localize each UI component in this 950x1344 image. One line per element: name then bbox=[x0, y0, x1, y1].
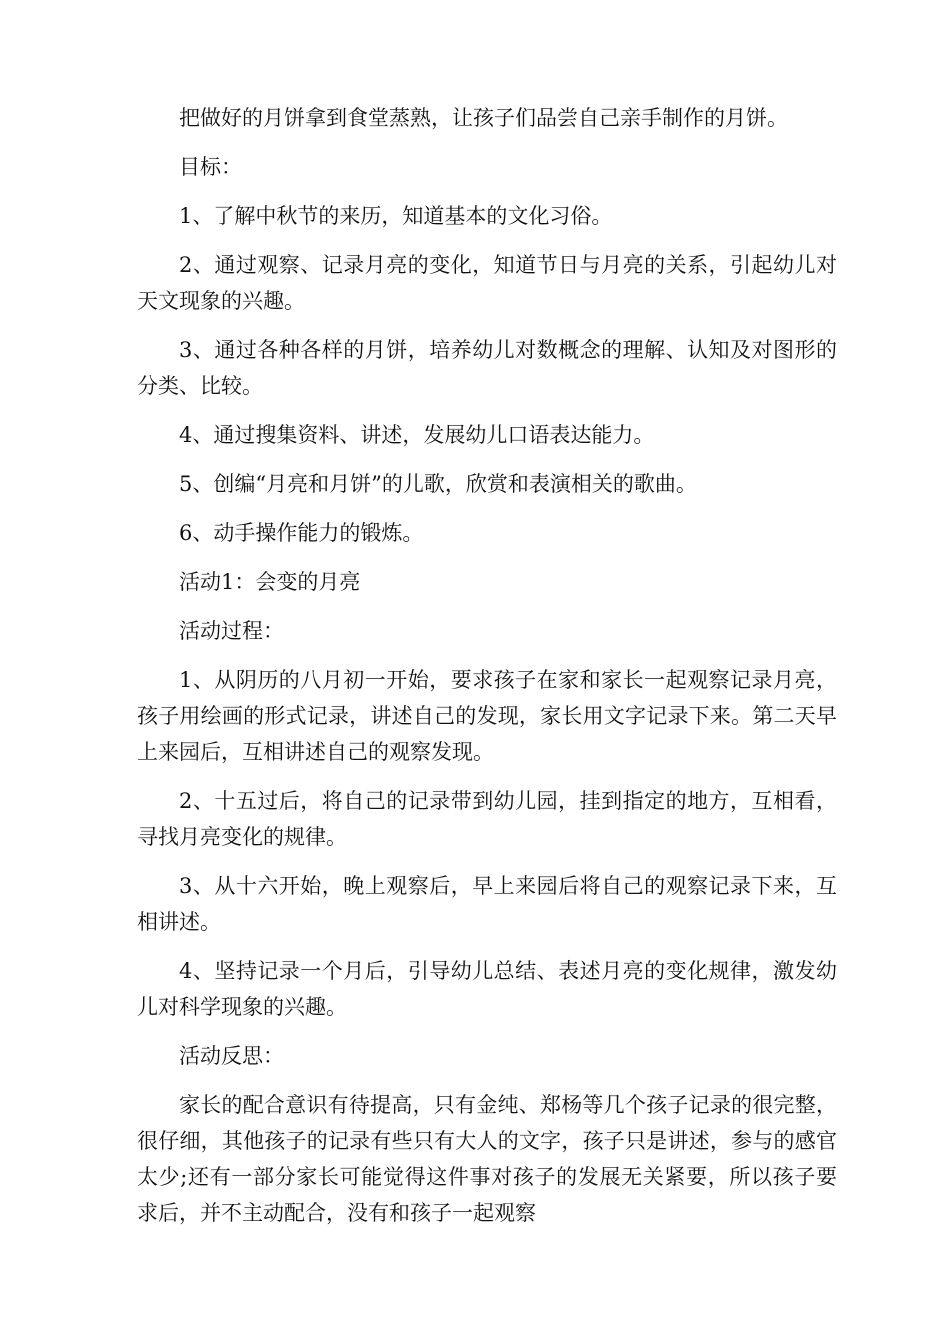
process-step-2: 2、十五过后，将自己的记录带到幼儿园，挂到指定的地方，互相看，寻找月亮变化的规律。 bbox=[137, 789, 837, 849]
goal-item-1: 1、了解中秋节的来历，知道基本的文化习俗。 bbox=[179, 204, 613, 228]
goal-item-4: 4、通过搜集资料、讲述，发展幼儿口语表达能力。 bbox=[179, 423, 655, 447]
heading-goals: 目标： bbox=[179, 155, 242, 179]
goal-item-2: 2、通过观察、记录月亮的变化，知道节日与月亮的关系，引起幼儿对天文现象的兴趣。 bbox=[137, 253, 837, 313]
reflection-text: 家长的配合意识有待提高，只有金纯、郑杨等几个孩子记录的很完整，很仔细，其他孩子的记录有些只有大人的文字，孩子只是讲述，参与的感官太少;还有一部分家长可能觉得这件事对孩子的发展无关紧要，所以孩子要求后，并不主动配合，没有和孩子一起观察 bbox=[137, 1093, 837, 1225]
process-step-4: 4、坚持记录一个月后，引导幼儿总结、表述月亮的变化规律，激发幼儿对科学现象的兴趣。 bbox=[137, 959, 837, 1019]
goal-item-3: 3、通过各种各样的月饼，培养幼儿对数概念的理解、认知及对图形的分类、比较。 bbox=[137, 338, 837, 398]
process-step-1: 1、从阴历的八月初一开始，要求孩子在家和家长一起观察记录月亮，孩子用绘画的形式记录，讲述自己的发现，家长用文字记录下来。第二天早上来园后，互相讲述自己的观察发现。 bbox=[137, 668, 837, 764]
activity-title: 活动1：会变的月亮 bbox=[179, 570, 361, 594]
heading-process: 活动过程： bbox=[179, 619, 284, 643]
goal-item-6: 6、动手操作能力的锻炼。 bbox=[179, 521, 424, 545]
heading-reflection: 活动反思： bbox=[179, 1044, 284, 1068]
goal-item-5: 5、创编“月亮和月饼”的儿歌，欣赏和表演相关的歌曲。 bbox=[179, 472, 697, 496]
process-step-3: 3、从十六开始，晚上观察后，早上来园后将自己的观察记录下来，互相讲述。 bbox=[137, 874, 837, 934]
paragraph-intro: 把做好的月饼拿到食堂蒸熟，让孩子们品尝自己亲手制作的月饼。 bbox=[179, 106, 788, 130]
document-body bbox=[137, 100, 837, 1244]
